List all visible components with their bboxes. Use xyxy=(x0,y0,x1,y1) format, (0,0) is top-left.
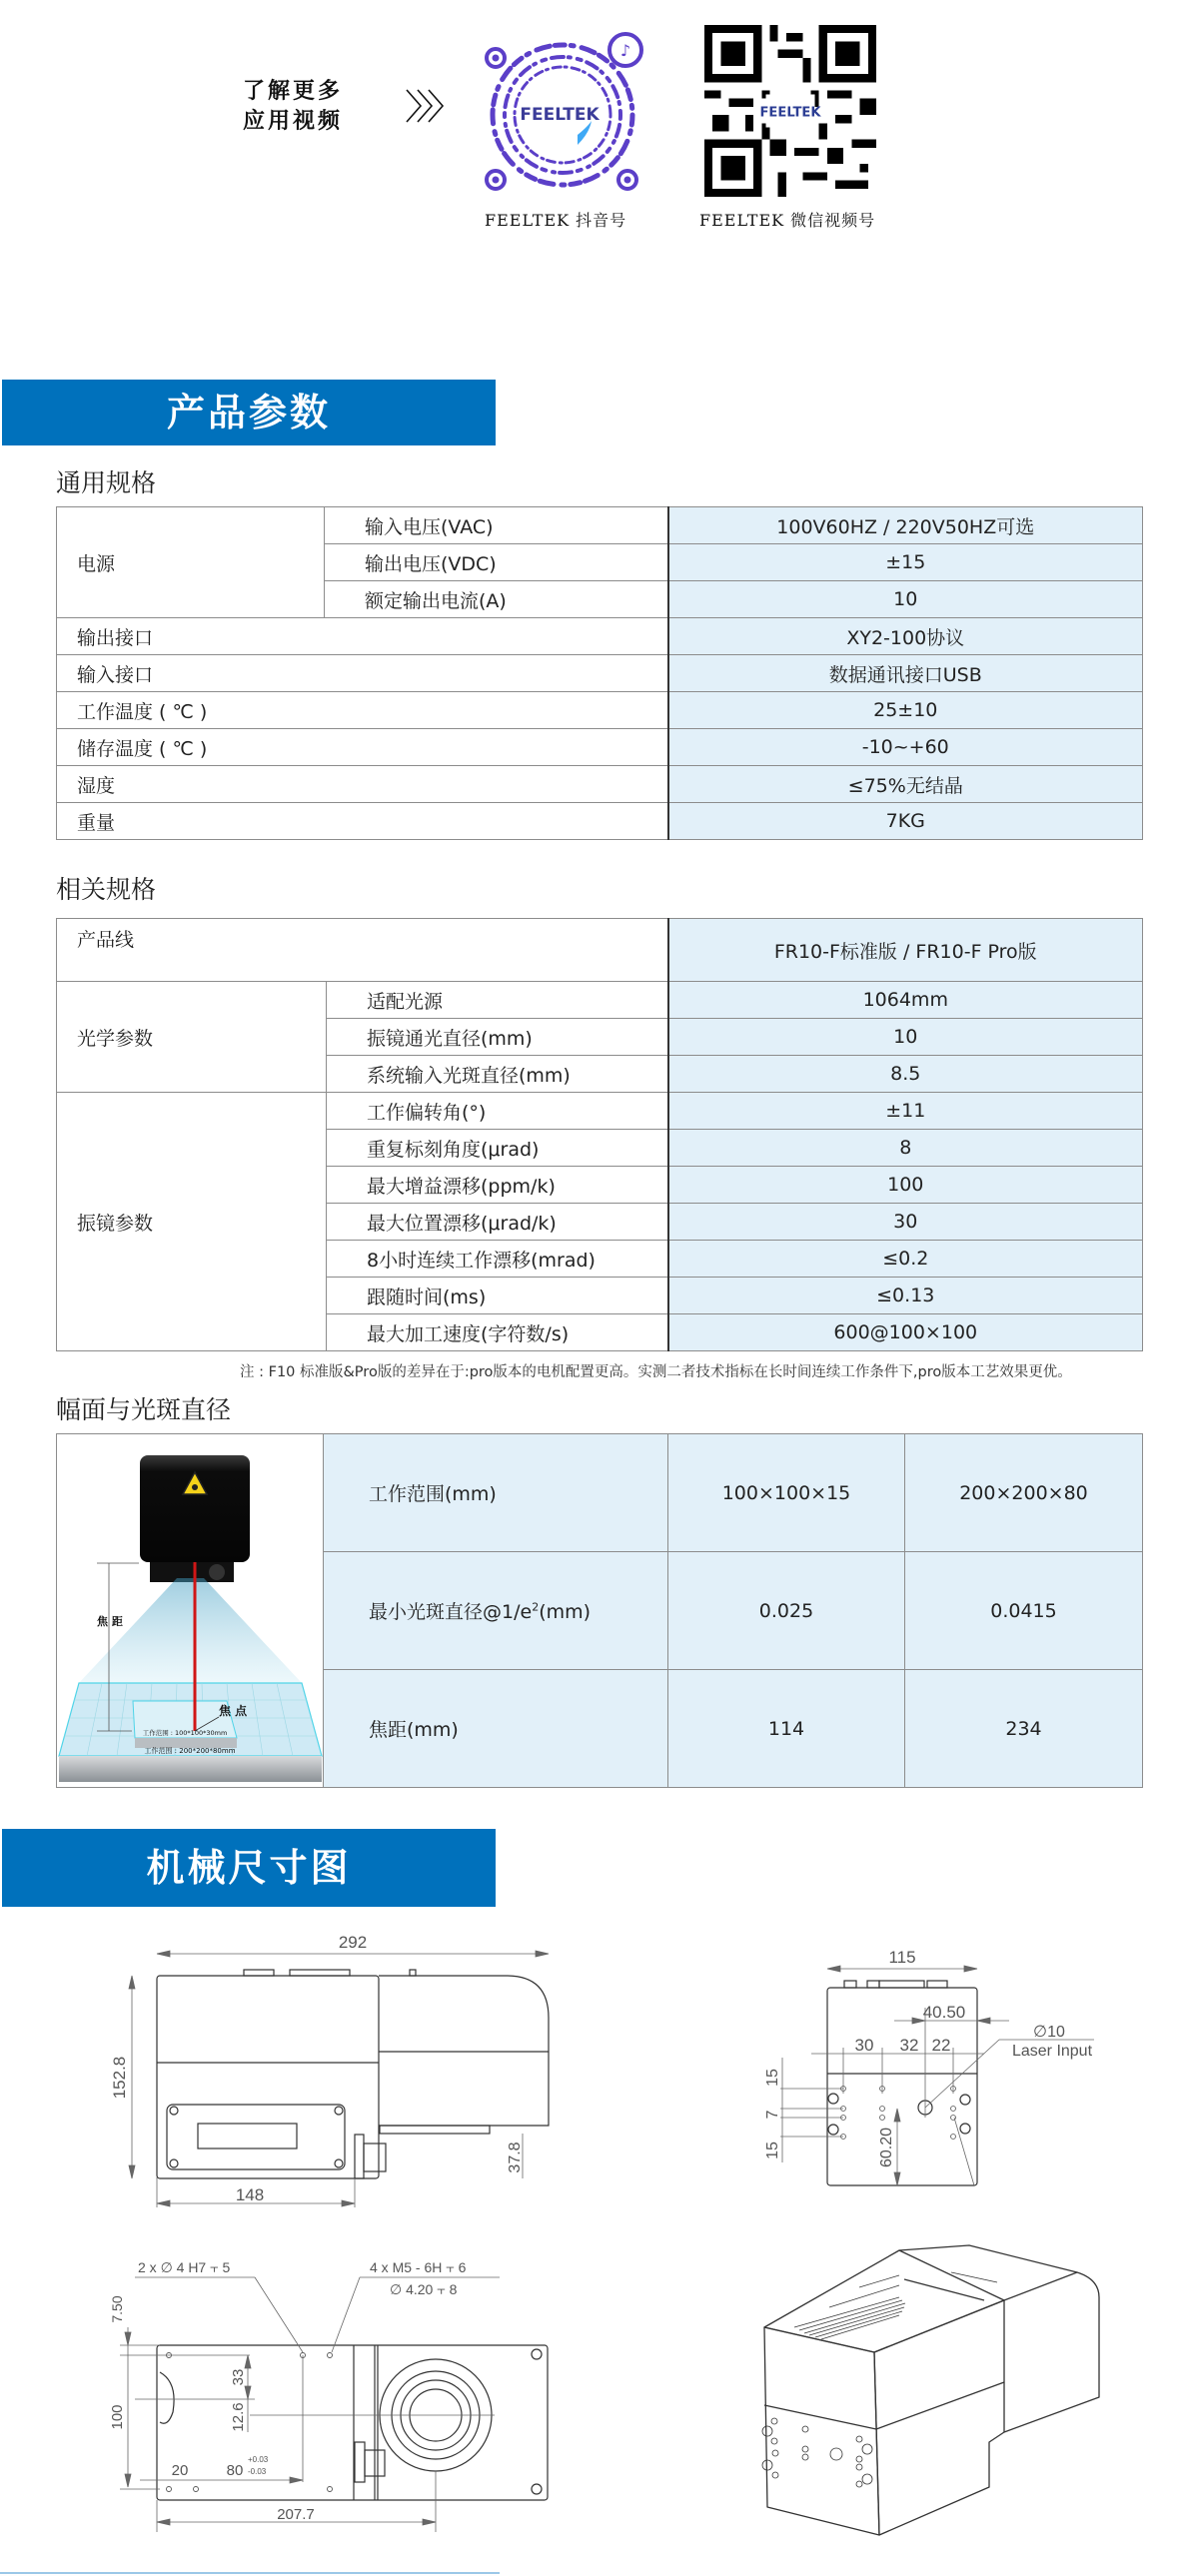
cell-label: 最大增益漂移(ppm/k) xyxy=(327,1167,668,1204)
douyin-code-icon[interactable] xyxy=(478,30,647,200)
cell-label: 振镜通光直径(mm) xyxy=(327,1019,668,1056)
svg-text:30: 30 xyxy=(854,2036,874,2055)
cell-label: 重复标刻角度(μrad) xyxy=(327,1130,668,1167)
cell-label: 焦距(mm) xyxy=(324,1670,668,1788)
cell-value: 234 xyxy=(905,1670,1143,1788)
cell-value: 0.025 xyxy=(668,1552,905,1670)
related-spec-title: 相关规格 xyxy=(56,875,157,904)
section-banner-mech: 机械尺寸图 xyxy=(2,1829,496,1907)
cell-label: 湿度 xyxy=(57,766,668,803)
svg-text:♪: ♪ xyxy=(619,41,631,60)
product-line-value: FR10-F标准版 / FR10-F Pro版 xyxy=(668,919,1143,982)
table-row xyxy=(57,1434,1143,1552)
cell-label: 最大位置漂移(μrad/k) xyxy=(327,1204,668,1241)
table-row xyxy=(57,692,1143,729)
cell-label: 工作温度 ( ℃ ) xyxy=(57,692,668,729)
svg-text:32: 32 xyxy=(899,2036,919,2055)
cell-value: 100 xyxy=(668,1167,1143,1204)
svg-text:60.20: 60.20 xyxy=(878,2127,895,2168)
svg-text:22: 22 xyxy=(931,2036,951,2055)
wechat-caption: FEELTEK 微信视频号 xyxy=(699,211,876,230)
svg-text:工作范围 : 100*100*30mm: 工作范围 : 100*100*30mm xyxy=(142,1728,228,1737)
promo-line-1: 了解更多 xyxy=(243,78,344,104)
cell-label: 输入接口 xyxy=(57,655,668,692)
table-row xyxy=(57,766,1143,803)
cell-label: 输出电压(VDC) xyxy=(325,544,668,581)
product-line-label: 产品线 xyxy=(57,919,668,982)
cell-value: 数据通讯接口USB xyxy=(668,655,1143,692)
svg-text:FEELTEK: FEELTEK xyxy=(759,105,821,121)
svg-text:焦 距: 焦 距 xyxy=(97,1614,123,1628)
table-row xyxy=(57,1093,1143,1130)
cell-label: 工作偏转角(°) xyxy=(327,1093,668,1130)
cell-value: 600@100×100 xyxy=(668,1314,1143,1351)
svg-text:33: 33 xyxy=(230,2368,247,2386)
bottom-view-drawing xyxy=(100,2247,560,2537)
optical-label: 光学参数 xyxy=(57,982,327,1093)
svg-text:115: 115 xyxy=(888,1948,916,1967)
svg-text:工作范围 : 200*200*80mm: 工作范围 : 200*200*80mm xyxy=(144,1746,236,1755)
table-row xyxy=(57,919,1143,982)
cell-label: 适配光源 xyxy=(327,982,668,1019)
section-banner-params: 产品参数 xyxy=(2,380,496,445)
cell-label: 储存温度 ( ℃ ) xyxy=(57,729,668,766)
cell-value: ≤0.2 xyxy=(668,1241,1143,1278)
cell-value: 10 xyxy=(668,1019,1143,1056)
svg-text:148: 148 xyxy=(235,2185,265,2204)
cell-value: -10~+60 xyxy=(668,729,1143,766)
svg-text:4 x M5 - 6H ⫟ 6: 4 x M5 - 6H ⫟ 6 xyxy=(370,2259,467,2275)
promo-line-2: 应用视频 xyxy=(243,108,344,134)
svg-text:2 x ∅ 4 H7 ⫟ 5: 2 x ∅ 4 H7 ⫟ 5 xyxy=(138,2259,231,2275)
cell-label: 工作范围(mm) xyxy=(324,1434,668,1552)
cell-value: XY2-100协议 xyxy=(668,618,1143,655)
cell-label: 跟随时间(ms) xyxy=(327,1278,668,1314)
front-view-drawing xyxy=(699,1918,1099,2207)
douyin-caption: FEELTEK 抖音号 xyxy=(485,211,627,230)
svg-text:15: 15 xyxy=(764,2142,781,2159)
svg-text:15: 15 xyxy=(764,2069,781,2087)
cell-value: 100×100×15 xyxy=(668,1434,905,1552)
svg-text:焦 点: 焦 点 xyxy=(219,1703,248,1718)
power-label: 电源 xyxy=(57,507,325,618)
wechat-qr-code-icon[interactable] xyxy=(704,25,876,197)
cell-value: ≤75%无结晶 xyxy=(668,766,1143,803)
svg-text:152.8: 152.8 xyxy=(110,2056,129,2100)
bottom-divider xyxy=(0,2572,500,2574)
cell-value: 8.5 xyxy=(668,1056,1143,1093)
cell-label: 系统输入光斑直径(mm) xyxy=(327,1056,668,1093)
svg-text:∅ 4.20 ⫟ 8: ∅ 4.20 ⫟ 8 xyxy=(390,2281,458,2297)
cell-label: 最小光斑直径$@1/e^2(mm)$ xyxy=(324,1552,668,1670)
svg-text:207.7: 207.7 xyxy=(277,2506,315,2523)
cell-value: 10 xyxy=(668,581,1143,618)
cell-value: 0.0415 xyxy=(905,1552,1143,1670)
cell-value: ±11 xyxy=(668,1093,1143,1130)
cell-value: 100V60HZ / 220V50HZ可选 xyxy=(668,507,1143,544)
cell-value: 25±10 xyxy=(668,692,1143,729)
isometric-view-drawing xyxy=(739,2217,1119,2547)
galvo-label: 振镜参数 xyxy=(57,1093,327,1351)
table-row xyxy=(57,618,1143,655)
spot-section-title: 幅面与光斑直径 xyxy=(56,1395,232,1424)
cell-value: 30 xyxy=(668,1204,1143,1241)
svg-text:∅10: ∅10 xyxy=(1033,2024,1065,2041)
cell-label: 重量 xyxy=(57,803,668,840)
cell-label: 最大加工速度(字符数/s) xyxy=(327,1314,668,1351)
promo-text xyxy=(243,76,343,136)
cell-label: 输出接口 xyxy=(57,618,668,655)
svg-text:7.50: 7.50 xyxy=(109,2295,125,2323)
field-diagram xyxy=(57,1438,324,1784)
svg-text:12.6: 12.6 xyxy=(230,2402,247,2432)
cell-value: 1064mm xyxy=(668,982,1143,1019)
table-row xyxy=(57,507,1143,544)
cell-value: 7KG xyxy=(668,803,1143,840)
svg-text:FEELTEK: FEELTEK xyxy=(520,105,600,125)
cell-value: 8 xyxy=(668,1130,1143,1167)
cell-value: ≤0.13 xyxy=(668,1278,1143,1314)
svg-text:100: 100 xyxy=(109,2404,126,2430)
cell-label: 8小时连续工作漂移(mrad) xyxy=(327,1241,668,1278)
cell-value: ±15 xyxy=(668,544,1143,581)
svg-text:40.50: 40.50 xyxy=(922,2003,966,2022)
svg-text:7: 7 xyxy=(764,2110,781,2120)
spot-table xyxy=(56,1433,1143,1788)
cell-label: 额定输出电流(A) xyxy=(325,581,668,618)
cell-value: 114 xyxy=(668,1670,905,1788)
table-row xyxy=(57,729,1143,766)
svg-text:+0.03: +0.03 xyxy=(248,2455,269,2464)
side-view-drawing xyxy=(100,1918,560,2207)
general-spec-table xyxy=(56,506,1143,840)
svg-text:37.8: 37.8 xyxy=(507,2142,524,2173)
table-row xyxy=(57,982,1143,1019)
related-spec-table xyxy=(56,918,1143,1351)
version-note: 注 : F10 标准版&Pro版的差异在于:pro版本的电机配置更高。实测二者技术指标在长时间连续工作条件下,pro版本工艺效果更优。 xyxy=(240,1364,1072,1380)
cell-label: 输入电压(VAC) xyxy=(325,507,668,544)
general-spec-title: 通用规格 xyxy=(56,468,157,497)
table-row xyxy=(57,655,1143,692)
svg-text:Laser Input: Laser Input xyxy=(1011,2043,1093,2060)
svg-text:292: 292 xyxy=(338,1933,368,1952)
svg-text:-0.03: -0.03 xyxy=(248,2467,267,2476)
triple-chevron-right-icon xyxy=(405,86,451,126)
table-row xyxy=(57,803,1143,840)
svg-text:80: 80 xyxy=(226,2462,244,2479)
svg-text:20: 20 xyxy=(171,2462,189,2479)
cell-value: 200×200×80 xyxy=(905,1434,1143,1552)
field-diagram-cell xyxy=(57,1434,324,1788)
